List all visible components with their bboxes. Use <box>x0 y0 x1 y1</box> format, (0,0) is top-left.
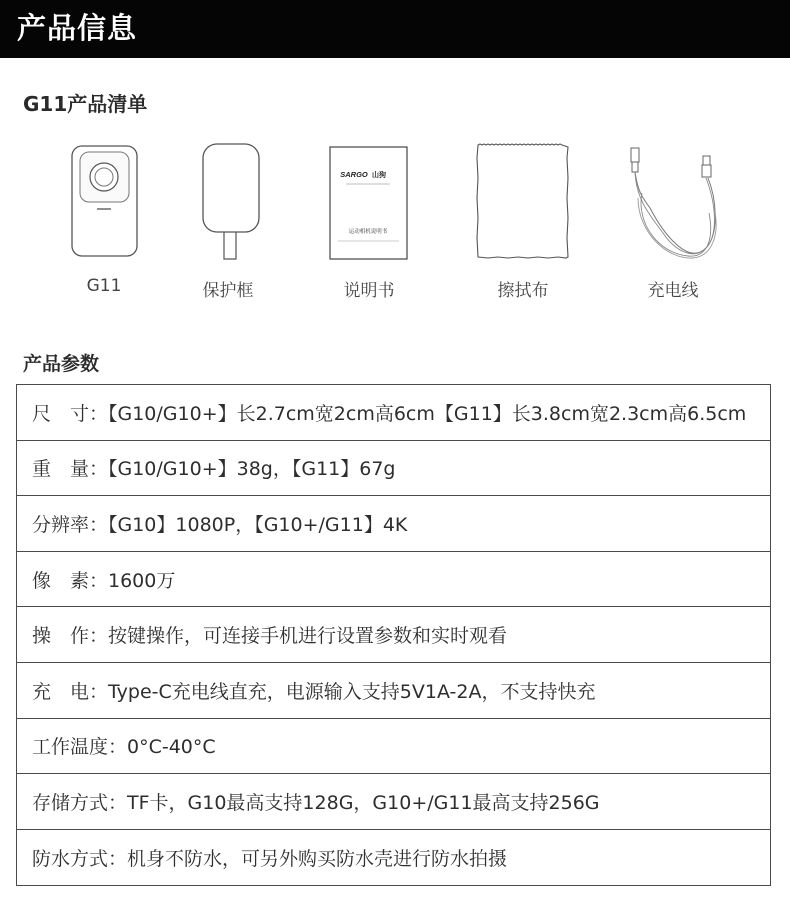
package-item-label: G11 <box>86 276 122 296</box>
manual-icon <box>304 138 434 263</box>
param-row-resolution: 分辨率：【G10】1080P，【G10+/G11】4K <box>17 496 770 552</box>
package-item-label: 擦拭布 <box>497 281 549 301</box>
param-row-size: 尺 寸：【G10/G10+】长2.7cm宽2cm高6cm【G11】长3.8cm宽2.3cm高6.5cm <box>17 385 770 441</box>
package-list-title: G11产品清单 <box>23 92 148 116</box>
param-row-charging: 充 电：Type-C充电线直充，电源输入支持5V1A-2A，不支持快充 <box>17 663 770 719</box>
charging-cable-icon <box>608 138 738 263</box>
manual-subtitle: 运动相机说明书 <box>348 229 388 235</box>
params-table <box>16 384 771 886</box>
package-item-label: 说明书 <box>343 281 395 301</box>
param-row-weight: 重 量：【G10/G10+】38g，【G11】67g <box>17 441 770 497</box>
header-bar <box>0 0 790 58</box>
package-items <box>0 138 790 308</box>
cleaning-cloth-icon <box>458 138 588 263</box>
param-row-temperature: 工作温度：0°C-40°C <box>17 719 770 775</box>
camera-icon <box>39 138 169 263</box>
manual-brand-cn: 山狗 <box>372 171 386 179</box>
package-item-label: 充电线 <box>647 281 699 301</box>
manual-brand: SARGO <box>340 170 368 179</box>
param-row-waterproof: 防水方式：机身不防水，可另外购买防水壳进行防水拍摄 <box>32 848 508 871</box>
params-title: 产品参数 <box>23 353 100 375</box>
param-row-storage: 存储方式：TF卡，G10最高支持128G，G10+/G11最高支持256G <box>17 774 770 830</box>
param-row-pixels: 像 素：1600万 <box>17 552 770 608</box>
param-row-operation: 操 作：按键操作，可连接手机进行设置参数和实时观看 <box>17 607 770 663</box>
package-item-label: 保护框 <box>202 281 254 301</box>
package-item-frame <box>163 138 293 308</box>
page-title: 产品信息 <box>17 11 138 45</box>
protective-frame-icon <box>163 138 293 263</box>
package-item-manual <box>304 138 434 308</box>
package-item-cloth <box>458 138 588 308</box>
package-item-cable <box>608 138 738 308</box>
package-item-camera <box>39 138 169 308</box>
